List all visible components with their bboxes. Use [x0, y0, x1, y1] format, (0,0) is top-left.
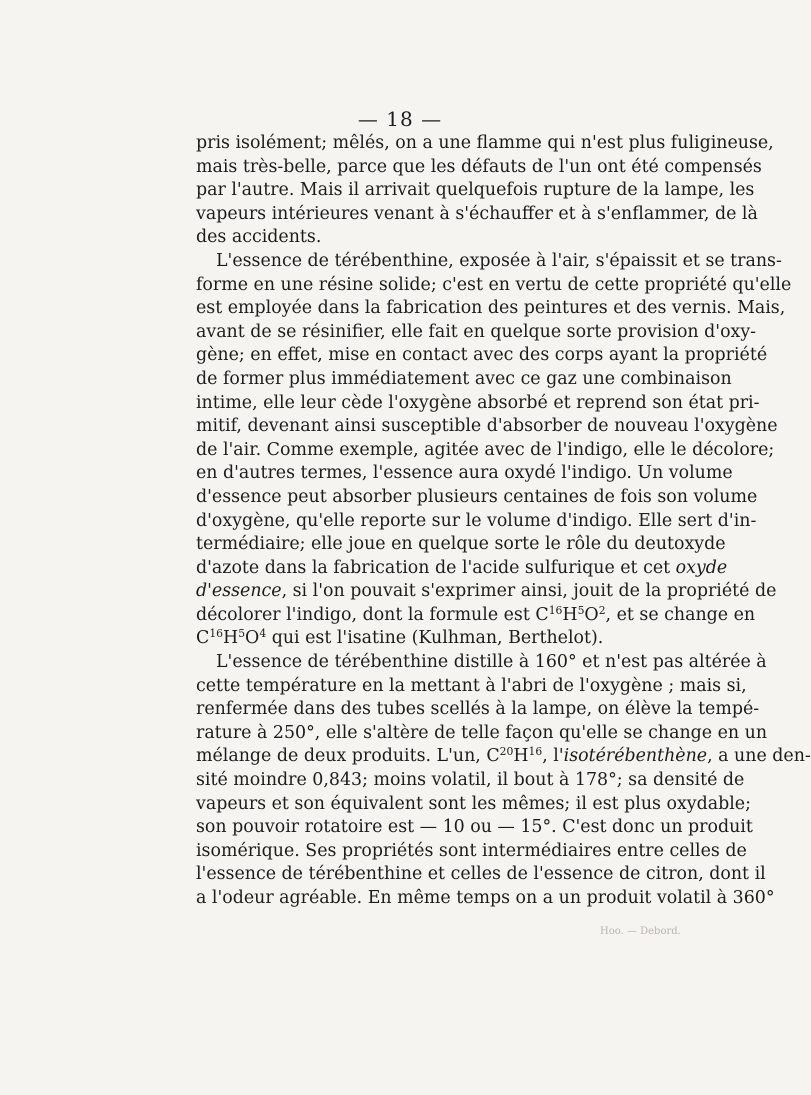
text-line: intime, elle leur cède l'oxygène absorbé et reprend son état pri-	[196, 392, 760, 413]
text-line: termédiaire; elle joue en quelque sorte le rôle du deutoxyde	[196, 534, 726, 555]
text-line: rature à 250°, elle s'altère de telle façon qu'elle se change en un	[196, 722, 768, 743]
text-line: mélange de deux produits. L'un, $C^{20}H^{16}$, l'isotérébenthène, a une den-	[196, 745, 811, 767]
text-line: vapeurs intérieures venant à s'échauffer et à s'enflammer, de là	[196, 203, 758, 224]
italic-term: oxyde	[675, 557, 728, 578]
text-line: a l'odeur agréable. En même temps on a un produit volatil à 360°	[196, 888, 775, 908]
text-line: gène; en effet, mise en contact avec des corps ayant la propriété	[196, 345, 768, 366]
text-line: d'azote dans la fabrication de l'acide sulfurique et cet oxyde	[196, 557, 728, 578]
italic-term: d'essence	[196, 581, 282, 602]
text-line: par l'autre. Mais il arrivait quelquefois rupture de la lampe, les	[196, 180, 755, 201]
text-line: est employée dans la fabrication des peintures et des vernis. Mais,	[196, 298, 786, 319]
text-line: des accidents.	[196, 227, 322, 248]
italic-term: isotérébenthène	[563, 746, 708, 767]
text-line: vapeurs et son équivalent sont les mêmes; il est plus oxydable;	[196, 793, 751, 814]
text-line: cette température en la mettant à l'abri de l'oxygène ; mais si,	[196, 675, 747, 696]
text-line: isomérique. Ses propriétés sont intermédiaires entre celles de	[196, 840, 747, 861]
text-line: de l'air. Comme exemple, agitée avec de l'indigo, elle le décolore;	[196, 439, 775, 460]
page-number: — 18 —	[357, 107, 443, 131]
text-line: l'essence de térébenthine et celles de l'essence de citron, dont il	[196, 864, 766, 885]
text-line: sité moindre 0,843; moins volatil, il bout à 178°; sa densité de	[196, 770, 745, 791]
text-line: de former plus immédiatement avec ce gaz une combinaison	[196, 368, 732, 389]
text-line: renfermée dans des tubes scellés à la lampe, on élève la tempé-	[196, 699, 760, 720]
text-line: décolorer l'indigo, dont la formule est $C^{16}H^5O^2$, et se change en	[196, 603, 756, 625]
text-line: d'essence, si l'on pouvait s'exprimer ainsi, jouit de la propriété de	[196, 581, 777, 602]
text-line: $C^{16}H^5O^4$ qui est l'isatine (Kulhman, Berthelot).	[196, 627, 604, 649]
text-line: d'essence peut absorber plusieurs centaines de fois son volume	[196, 486, 758, 507]
text-line: pris isolément; mêlés, on a une flamme qui n'est plus fuligineuse,	[196, 133, 774, 153]
text-line: L'essence de térébenthine, exposée à l'air, s'épaissit et se trans-	[216, 250, 782, 271]
text-line: son pouvoir rotatoire est — 10 ou — 15°. C'est donc un produit	[196, 817, 753, 838]
text-line: d'oxygène, qu'elle reporte sur le volume d'indigo. Elle sert d'in-	[196, 510, 757, 531]
text-line: forme en une résine solide; c'est en vertu de cette propriété qu'elle	[196, 274, 792, 295]
body-text	[196, 132, 811, 911]
text-line: en d'autres termes, l'essence aura oxydé l'indigo. Un volume	[196, 463, 733, 484]
text-line: mais très-belle, parce que les défauts de l'un ont été compensés	[196, 156, 762, 177]
faint-bleedthrough-note: Hoo. — Debord.	[600, 926, 681, 937]
text-line: avant de se résinifier, elle fait en quelque sorte provision d'oxy-	[196, 321, 757, 342]
text-line: mitif, devenant ainsi susceptible d'absorber de nouveau l'oxygène	[196, 416, 778, 437]
text-line: L'essence de térébenthine distille à 160° et n'est pas altérée à	[216, 652, 767, 673]
